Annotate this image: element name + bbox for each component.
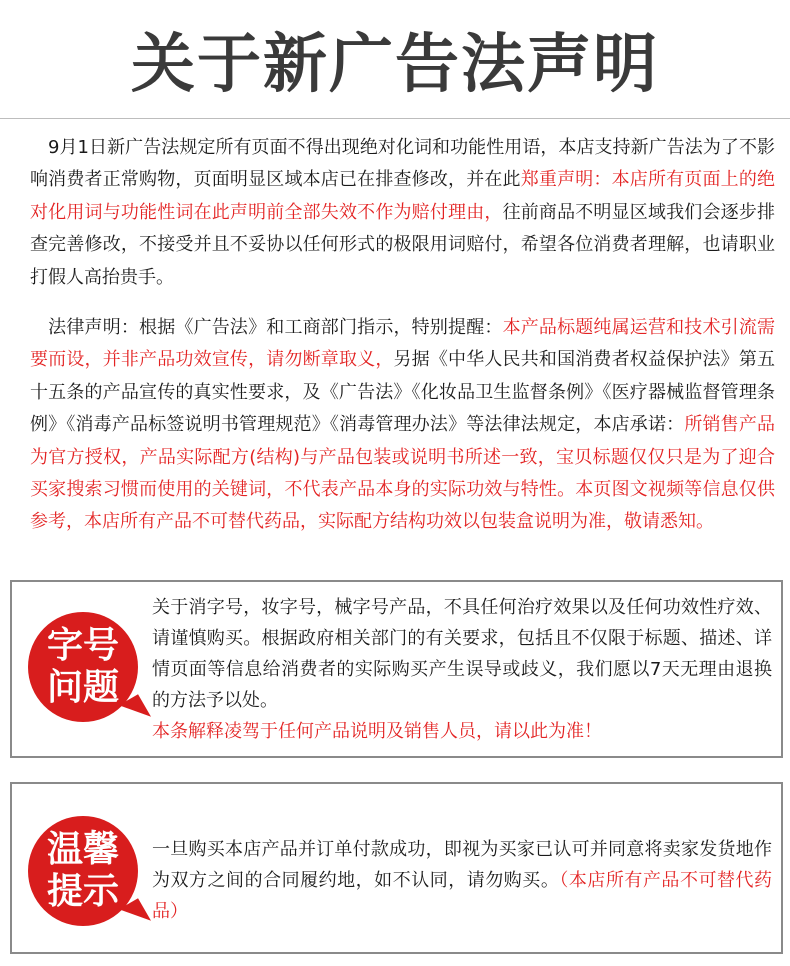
badge-line-1: 温馨 xyxy=(46,829,119,870)
legal-text-1: 法律声明：根据《广告法》和工商部门指示，特别提醒： xyxy=(48,317,503,338)
warm-tip-badge xyxy=(28,816,138,926)
legal-text-2: 另据《中华人民共和国消费者权益保护法》第五十五条的产品宣传的真实性要求，及《广告法》《化妆品卫生监督条例》《医疗器械监督管理条例》《消毒产品标签说明书管理规范》《消毒管理办法》等法律法规定，本店承诺： xyxy=(30,349,775,436)
statement-text-2: 往前商品不明显区域我们会逐步排查完善修改，不接受并且不妥协以任何形式的极限用词赔付，希望各位消费者理解，也请职业打假人高抬贵手。 xyxy=(30,201,776,288)
registration-notice-box xyxy=(10,580,783,758)
title-divider xyxy=(0,118,790,119)
legal-highlight-1: 本产品标题纯属运营和技术引流需要而设，并非产品功效宣传，请勿断章取义， xyxy=(30,317,776,371)
warm-tip-box xyxy=(10,782,783,954)
registration-badge xyxy=(28,612,138,722)
warm-tip-text xyxy=(152,834,772,927)
legal-statement xyxy=(30,312,775,539)
statement-highlight: 郑重声明：本店所有页面上的绝对化用词与功能性词在此声明前全部失效不作为赔付理由， xyxy=(30,169,776,223)
ad-law-statement xyxy=(30,132,775,294)
legal-highlight-2: 所销售产品为官方授权，产品实际配方(结构)与产品包装或说明书所述一致，宝贝标题仅仅只是为了迎合买家搜索习惯而使用的关键词，不代表产品本身的实际功效与特性。本页图文视频等信息仅供参考，本店所有产品不可替代药品，实际配方结构功效以包装盒说明为准，敬请悉知。 xyxy=(30,414,776,533)
badge-line-2: 问题 xyxy=(46,667,119,708)
page-title: 关于新广告法声明 xyxy=(131,28,659,102)
warm-tip-body: 一旦购买本店产品并订单付款成功，即视为买家已认可并同意将卖家发货地作为双方之间的合同履约地，如不认同，请勿购买。 xyxy=(152,839,772,891)
warm-tip-highlight: （本店所有产品不可替代药品） xyxy=(152,870,773,922)
registration-notice-note: 本条解释凌驾于任何产品说明及销售人员，请以此为准！ xyxy=(152,721,602,742)
statement-text-1: 9月1日新广告法规定所有页面不得出现绝对化词和功能性用语，本店支持新广告法为了不影响消费者正常购物，页面明显区域本店已在排查修改，并在此 xyxy=(30,137,775,191)
badge-line-1: 字号 xyxy=(46,625,119,666)
badge-line-2: 提示 xyxy=(46,871,119,912)
registration-notice-text: 关于消字号，妆字号，械字号产品，不具任何治疗效果以及任何功效性疗效、请谨慎购买。根据政府相关部门的有关要求，包括且不仅限于标题、描述、详情页面等信息给消费者的实际购买产生误导或歧义，我们愿以7天无理由退换的方法予以处。 xyxy=(152,597,772,711)
